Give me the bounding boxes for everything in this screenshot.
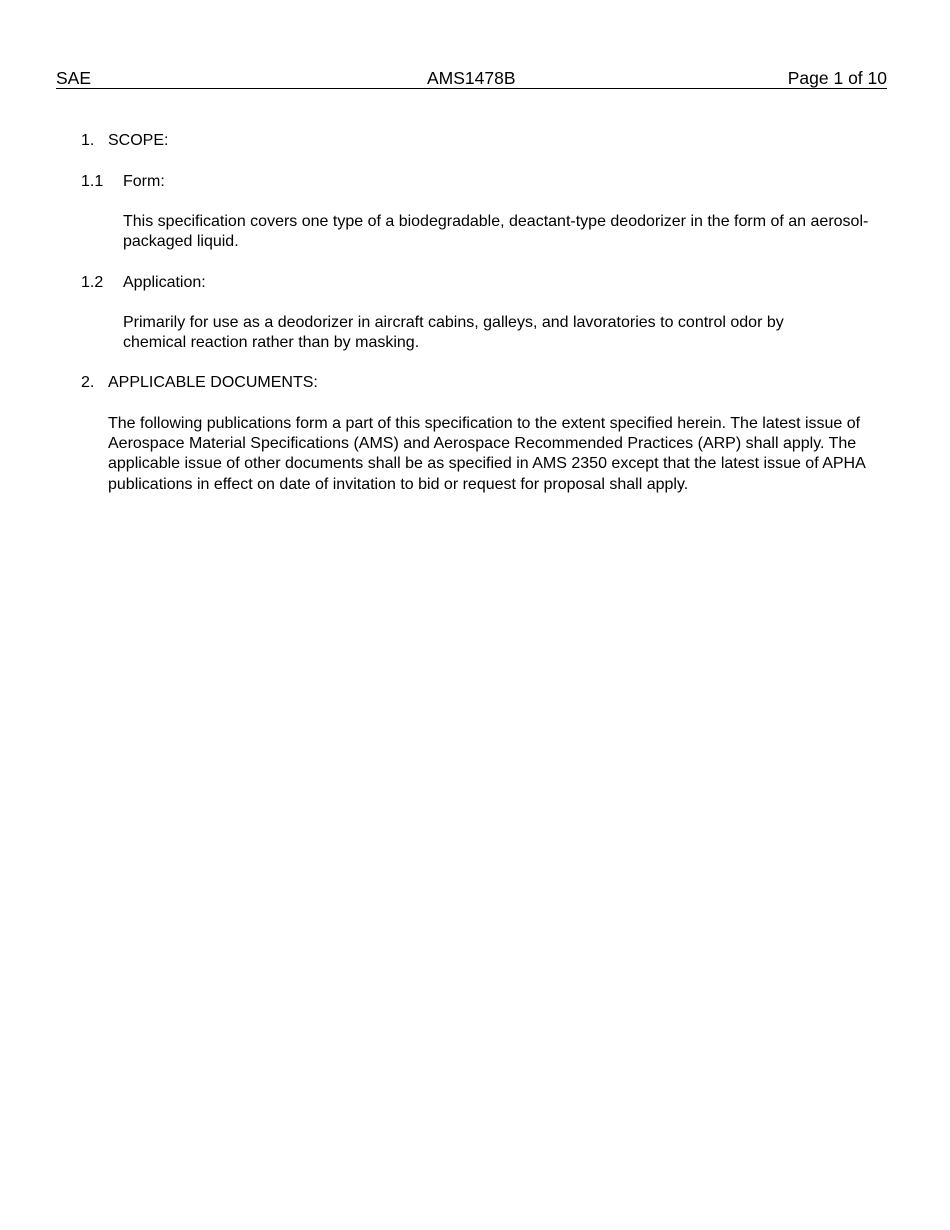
section-1-2-text: Primarily for use as a deodorizer in aircraft cabins, galleys, and lavoratories to control odor by chemical reaction rather than by masking.: [123, 314, 784, 352]
header-organization: SAE: [56, 68, 92, 88]
section-1-2-title: Application:: [123, 274, 206, 291]
section-1-title: SCOPE:: [108, 132, 169, 149]
section-1-1-number: 1.1: [81, 173, 104, 190]
header-document-number: AMS1478B: [427, 68, 516, 88]
section-1-2-number: 1.2: [81, 274, 104, 291]
page-header: [56, 68, 887, 89]
section-2-text: The following publications form a part of this specification to the extent specified herein. The latest issue of Aerospace Material Specifications (AMS) and Aerospace Recommended Practices (ARP) shall apply. The applicable issue of other documents shall be as specified in AMS 2350 except that the latest issue of APHA publications in effect on date of invitation to bid or request for proposal shall apply.: [108, 415, 865, 493]
header-page-number: Page 1 of 10: [787, 68, 887, 88]
section-2-number: 2.: [81, 374, 95, 391]
section-1-1-text: This specification covers one type of a biodegradable, deactant-type deodorizer in the form of an aerosol-packaged liquid.: [123, 213, 869, 251]
section-1-1-title: Form:: [123, 173, 165, 190]
section-2-title: APPLICABLE DOCUMENTS:: [108, 374, 318, 391]
section-1-number: 1.: [81, 132, 95, 149]
